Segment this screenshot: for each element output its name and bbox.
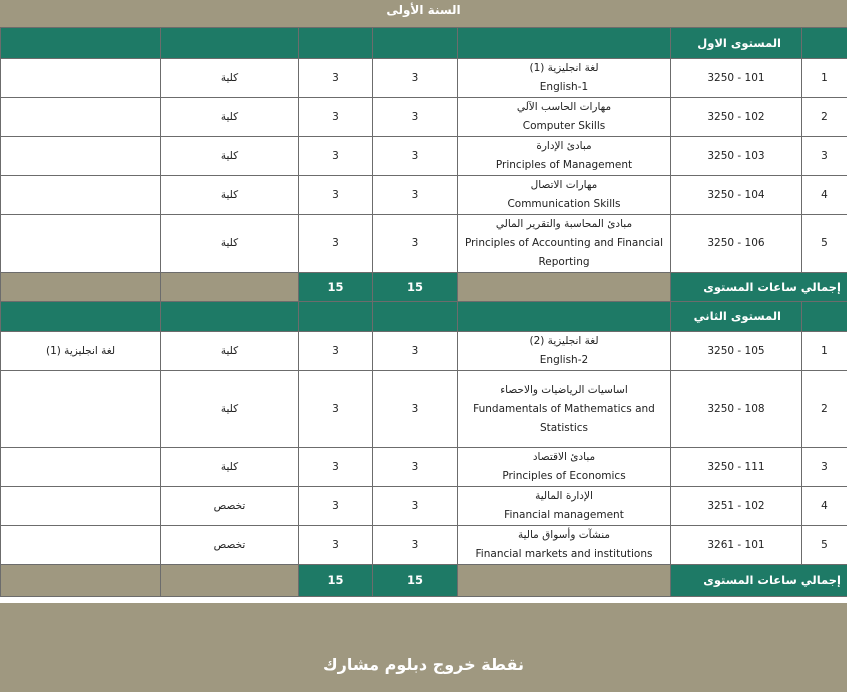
course-name-ar: مبادئ الإدارة [536, 140, 592, 152]
course-code-cell: 3250 - 111 [671, 448, 802, 487]
hours-cell: 3 [373, 215, 458, 273]
type-cell: كلية [161, 59, 299, 98]
course-name-en: Fundamentals of Mathematics and Statistics [473, 402, 655, 434]
total-hours-cell: 15 [299, 565, 373, 597]
level1-total-label: إجمالي ساعات المستوى [671, 273, 847, 302]
prereq-cell [1, 371, 161, 448]
row-number-cell: 3 [802, 448, 847, 487]
course-name-en: Computer Skills [522, 120, 606, 132]
prereq-cell [1, 176, 161, 215]
hours-cell: 3 [373, 59, 458, 98]
course-name-cell [458, 487, 671, 526]
row-number-cell: 4 [802, 487, 847, 526]
type-cell: كلية [161, 176, 299, 215]
hours-cell: 3 [299, 487, 373, 526]
hours-cell: 3 [299, 332, 373, 371]
prereq-cell [1, 59, 161, 98]
course-name-en: Financial markets and institutions [475, 548, 653, 560]
row-number-cell: 4 [802, 176, 847, 215]
row-number-cell: 1 [802, 332, 847, 371]
course-name-en: Principles of Management [495, 159, 633, 171]
course-name-en: English-2 [539, 354, 589, 366]
hours-cell: 3 [373, 98, 458, 137]
course-name-cell [458, 176, 671, 215]
prereq-cell [1, 448, 161, 487]
type-cell: كلية [161, 371, 299, 448]
hours-cell: 3 [373, 176, 458, 215]
row-number-cell: 2 [802, 98, 847, 137]
course-code-cell: 3250 - 104 [671, 176, 802, 215]
course-name-ar: اساسيات الرياضيات والاحصاء [500, 383, 628, 396]
course-name-cell [458, 448, 671, 487]
level2-total-label: إجمالي ساعات المستوى [671, 565, 847, 597]
hours-cell: 3 [299, 176, 373, 215]
course-name-en: Financial management [504, 509, 624, 521]
table-row [1, 215, 847, 273]
row-number-cell: 5 [802, 215, 847, 273]
hours-cell: 3 [373, 487, 458, 526]
exit-point-banner [0, 603, 847, 692]
hours-cell: 3 [373, 526, 458, 565]
table-row [1, 176, 847, 215]
course-name-cell [458, 371, 671, 448]
course-name-en: Principles of Economics [502, 470, 626, 482]
course-name-cell [458, 98, 671, 137]
table-row [1, 371, 847, 448]
row-number-cell: 5 [802, 526, 847, 565]
course-name-cell [458, 526, 671, 565]
prereq-cell: لغة انجليزية (1) [1, 332, 161, 371]
type-cell: كلية [161, 98, 299, 137]
course-code-cell: 3250 - 102 [671, 98, 802, 137]
prereq-cell [1, 487, 161, 526]
hours-cell: 3 [299, 98, 373, 137]
course-name-ar: مهارات الاتصال [530, 179, 598, 191]
hours-cell: 3 [299, 215, 373, 273]
exit-point-text: نقطة خروج دبلوم مشارك [322, 655, 525, 674]
table-row [1, 487, 847, 526]
level2-total-row [1, 565, 847, 597]
level1-header [1, 28, 847, 59]
table-row [1, 448, 847, 487]
hours-cell: 3 [373, 137, 458, 176]
course-code-cell: 3250 - 106 [671, 215, 802, 273]
hours-cell: 3 [299, 59, 373, 98]
type-cell: كلية [161, 332, 299, 371]
course-code-cell: 3250 - 101 [671, 59, 802, 98]
type-cell: تخصص [161, 526, 299, 565]
course-code-cell: 3250 - 105 [671, 332, 802, 371]
hours-cell: 3 [373, 332, 458, 371]
type-cell: كلية [161, 137, 299, 176]
course-code-cell: 3251 - 102 [671, 487, 802, 526]
course-code-cell: 3261 - 101 [671, 526, 802, 565]
type-cell: تخصص [161, 487, 299, 526]
study-plan-table [0, 27, 847, 597]
course-name-ar: الإدارة المالية [535, 490, 593, 502]
prereq-cell [1, 137, 161, 176]
year-header [0, 0, 847, 27]
table-row [1, 332, 847, 371]
course-name-en: Principles of Accounting and Financial Reporting [464, 237, 664, 268]
hours-cell: 3 [373, 448, 458, 487]
level1-total-row [1, 273, 847, 302]
course-name-ar: لغة انجليزية (2) [529, 335, 599, 347]
level1-title: المستوى الاول [671, 28, 802, 59]
row-number-cell: 1 [802, 59, 847, 98]
course-code-cell: 3250 - 103 [671, 137, 802, 176]
course-name-ar: لغة انجليزية (1) [529, 62, 599, 74]
hours-cell: 3 [299, 526, 373, 565]
course-name-cell [458, 59, 671, 98]
type-cell: كلية [161, 215, 299, 273]
table-row [1, 137, 847, 176]
row-number-cell: 3 [802, 137, 847, 176]
course-name-en: Communication Skills [507, 198, 621, 210]
table-row [1, 526, 847, 565]
course-name-cell [458, 137, 671, 176]
table-row [1, 98, 847, 137]
total-hours-cell: 15 [373, 273, 458, 302]
prereq-cell [1, 215, 161, 273]
course-name-ar: مهارات الحاسب الآلي [516, 101, 612, 113]
hours-cell: 3 [373, 371, 458, 448]
hours-cell: 3 [299, 371, 373, 448]
level2-title: المستوى الثاني [671, 302, 802, 332]
course-name-cell [458, 215, 671, 273]
course-name-ar: مبادئ المحاسبة والتقرير المالي [495, 218, 633, 230]
year-title: السنة الأولى [386, 3, 461, 17]
course-name-ar: مبادئ الاقتصاد [532, 451, 596, 463]
row-number-cell: 2 [802, 371, 847, 448]
hours-cell: 3 [299, 137, 373, 176]
type-cell: كلية [161, 448, 299, 487]
course-name-ar: منشآت وأسواق مالية [517, 529, 610, 541]
level2-header [1, 302, 847, 332]
hours-cell: 3 [299, 448, 373, 487]
prereq-cell [1, 98, 161, 137]
prereq-cell [1, 526, 161, 565]
course-name-en: English-1 [539, 81, 589, 93]
course-name-cell [458, 332, 671, 371]
total-hours-cell: 15 [373, 565, 458, 597]
total-hours-cell: 15 [299, 273, 373, 302]
table-row [1, 59, 847, 98]
course-code-cell: 3250 - 108 [671, 371, 802, 448]
